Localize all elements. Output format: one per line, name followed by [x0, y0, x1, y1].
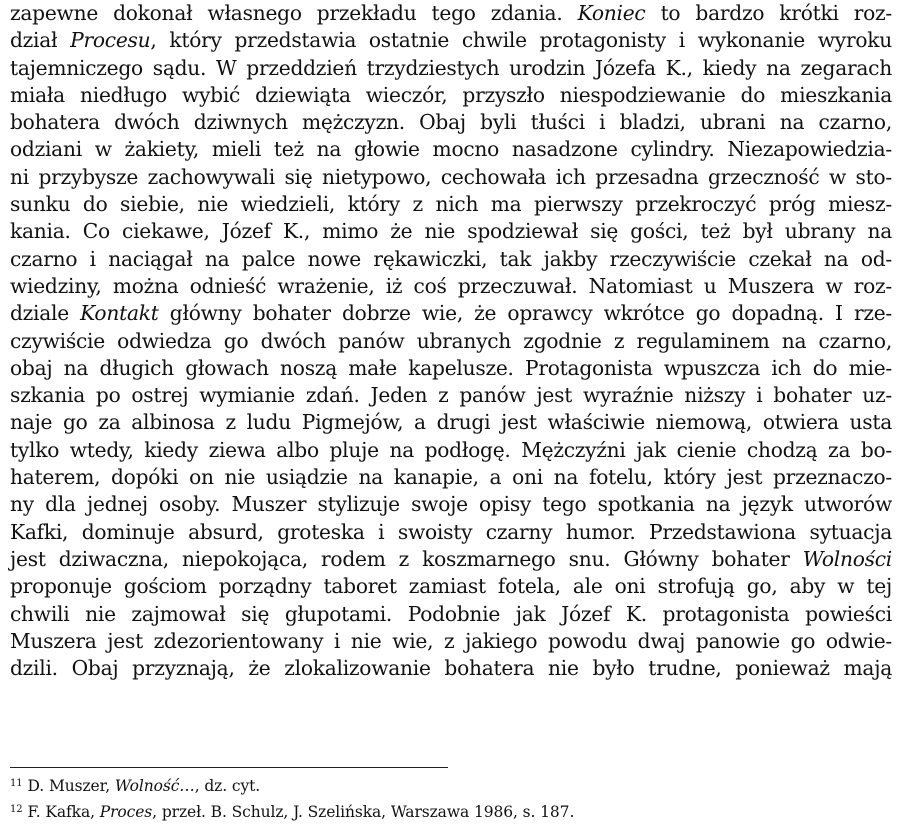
text-run: tylko wtedy, kiedy ziewa albo pluje na podłogę. Mężczyźni jak cienie chodzą za bo-	[10, 437, 892, 462]
italic-title: Wolność…	[114, 777, 195, 795]
text-line	[10, 628, 892, 655]
text-line	[10, 218, 892, 245]
text-run: czarno i naciągał na palce nowe rękawiczki, tak jakby rzeczywiście czekał na od-	[10, 246, 892, 271]
text-line	[10, 27, 892, 54]
text-line	[10, 328, 892, 355]
text-line	[10, 382, 892, 409]
text-run: Kafki, dominuje absurd, groteska i swoisty czarny humor. Przedstawiona sytuacja	[10, 519, 892, 544]
italic-title: Procesu	[70, 28, 151, 53]
text-run: , przeł. B. Schulz, J. Szelińska, Warszawa 1986, s. 187.	[152, 803, 575, 821]
text-run: dział	[10, 28, 71, 53]
text-line	[10, 355, 892, 382]
text-line	[10, 573, 892, 600]
text-line	[10, 136, 892, 163]
text-line	[10, 164, 892, 191]
text-run: to bardzo krótki roz-	[645, 1, 892, 25]
text-run: , który przedstawia ostatnie chwile protagonisty i wykonanie wyroku	[150, 28, 892, 53]
text-run: zapewne dokonał własnego przekładu tego zdania.	[10, 1, 578, 25]
text-line	[10, 109, 892, 136]
text-run: czywiście odwiedza go dwóch panów ubranych zgodnie z regulaminem na czarno,	[10, 328, 892, 353]
text-run: szkania po ostrej wymianie zdań. Jeden z panów jest wyraźnie niższy i bohater uz-	[10, 383, 892, 408]
text-run: sunku do siebie, nie wiedzieli, który z nich ma pierwszy przekroczyć próg miesz-	[10, 192, 892, 217]
text-run: obaj na długich głowach noszą małe kapelusze. Protagonista wpuszcza ich do mie-	[10, 355, 892, 380]
text-line	[10, 437, 892, 464]
italic-title: Koniec	[577, 1, 646, 25]
text-line	[10, 491, 892, 518]
text-run: główny bohater dobrze wie, że oprawcy wkrótce go dopadną. I rze-	[158, 301, 893, 326]
text-run: jest dziwaczna, niepokojąca, rodem z koszmarnego snu. Główny bohater	[10, 546, 803, 571]
text-run: chwili nie zajmował się głupotami. Podobnie jak Józef K. protagonista powieści	[10, 601, 892, 626]
text-line	[10, 464, 892, 491]
text-run: haterem, dopóki on nie usiądzie na kanapie, a oni na fotelu, który jest przeznaczo-	[10, 465, 892, 490]
text-line	[10, 273, 892, 300]
document-page	[10, 0, 893, 821]
text-run: D. Muszer,	[27, 777, 115, 795]
text-run: wiedziny, można odnieść wrażenie, iż coś przeczuwał. Natomiast u Muszera w roz-	[10, 273, 892, 298]
footnote-number: 11	[10, 778, 23, 789]
text-line	[10, 409, 892, 436]
italic-title: Wolności	[802, 546, 892, 571]
text-run: , dz. cyt.	[194, 777, 261, 795]
footnote-separator	[10, 767, 448, 768]
main-paragraph	[10, 0, 892, 682]
text-run: ni przybysze zachowywali się nietypowo, cechowała ich przesadna grzeczność w sto-	[10, 164, 892, 189]
text-run: naje go za albinosa z ludu Pigmejów, a drugi jest właściwie niemową, otwiera usta	[10, 410, 892, 435]
text-run: ny dla jednej osoby. Muszer stylizuje swoje opisy tego spotkania na język utworów	[10, 492, 892, 517]
footnotes-section	[10, 772, 574, 824]
text-run: tajemniczego sądu. W przeddzień trzydziestych urodzin Józefa K., kiedy na zegarach	[10, 55, 892, 80]
text-run: dziale	[10, 301, 81, 326]
text-run: kania. Co ciekawe, Józef K., mimo że nie spodziewał się gości, też był ubrany na	[10, 219, 892, 244]
text-run: dzili. Obaj przyznają, że zlokalizowanie bohatera nie było trudne, ponieważ mają	[10, 656, 892, 681]
text-run: odziani w żakiety, mieli też na głowie mocno nasadzone cylindry. Niezapowiedzia-	[10, 137, 892, 162]
text-run: Muszera jest zdezorientowany i nie wie, z jakiego powodu dwaj panowie go odwie-	[10, 628, 892, 653]
text-line	[10, 655, 892, 682]
footnote	[10, 798, 574, 824]
text-line	[10, 546, 892, 573]
text-run: bohatera dwóch dziwnych mężczyzn. Obaj byli tłuści i bladzi, ubrani na czarno,	[10, 110, 892, 135]
text-line	[10, 82, 892, 109]
italic-title: Kontakt	[80, 301, 159, 326]
text-run: miała niedługo wybić dziewiąta wieczór, przyszło niespodziewanie do mieszkania	[10, 82, 892, 107]
footnote	[10, 772, 574, 798]
text-line	[10, 246, 892, 273]
text-run: F. Kafka,	[27, 803, 100, 821]
italic-title: Proces	[99, 803, 153, 821]
text-line	[10, 300, 892, 327]
text-line	[10, 601, 892, 628]
text-line	[10, 191, 892, 218]
text-line	[10, 55, 892, 82]
footnote-number: 12	[10, 804, 23, 815]
text-line	[10, 0, 892, 27]
text-run: proponuje gościom porządny taboret zamiast fotela, ale oni strofują go, aby w tej	[10, 574, 892, 599]
text-line	[10, 519, 892, 546]
